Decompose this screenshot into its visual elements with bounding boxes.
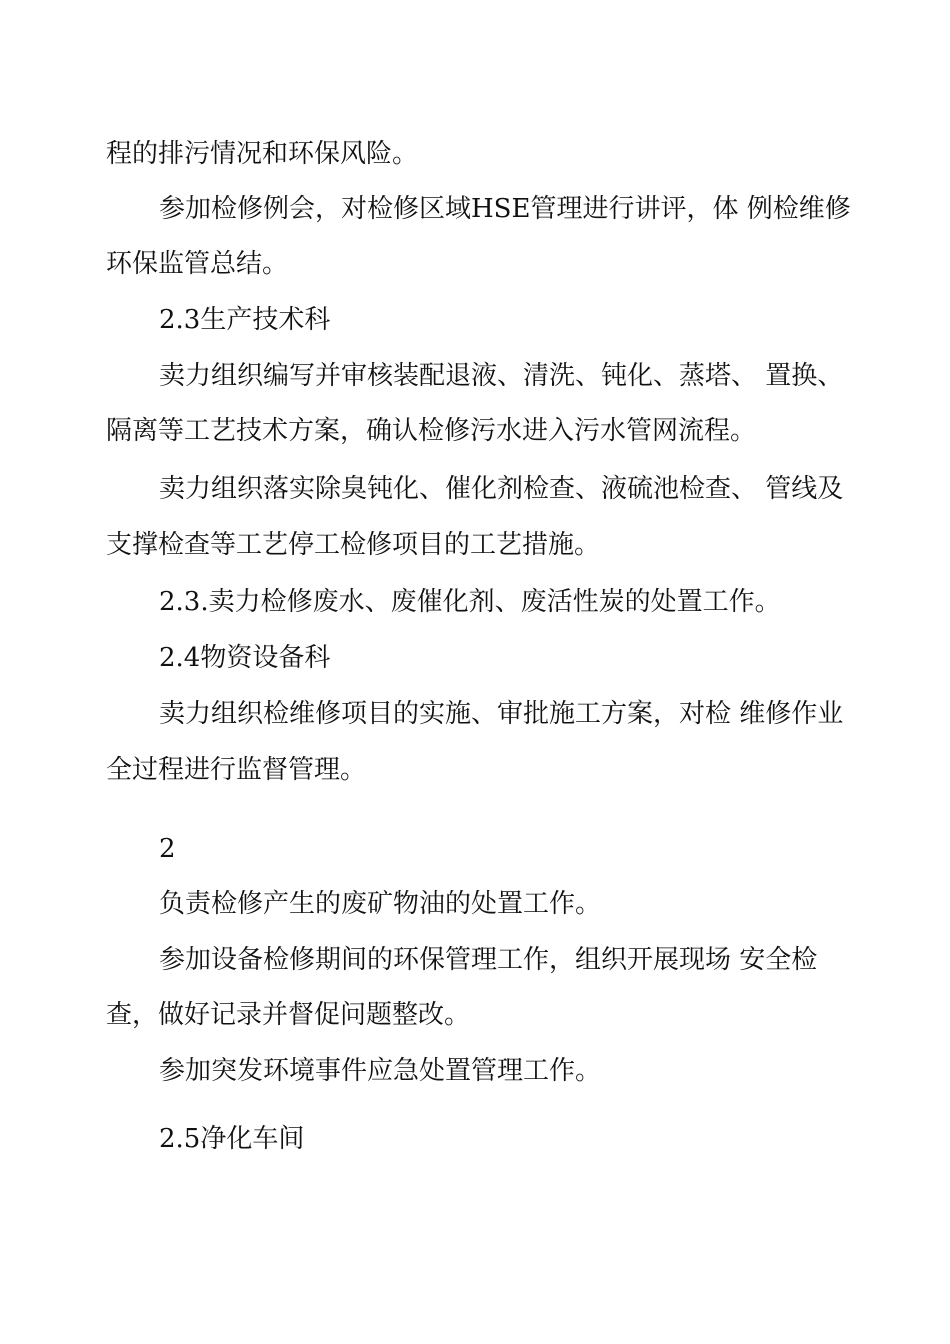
paragraph-line: 参加设备检修期间的环保管理工作，组织开展现场 安全检 bbox=[159, 945, 818, 975]
paragraph-line: 2.3.卖力检修废水、废催化剂、废活性炭的处置工作。 bbox=[159, 587, 781, 617]
paragraph-line: 隔离等工艺技术方案，确认检修污水进入污水管网流程。 bbox=[106, 416, 757, 446]
section-heading: 2.5净化车间 bbox=[159, 1124, 305, 1154]
paragraph-line: 全过程进行监督管理。 bbox=[106, 755, 367, 785]
paragraph-line: 卖力组织检维修项目的实施、审批施工方案，对检 维修作业 bbox=[159, 699, 844, 729]
paragraph-line: 程的排污情况和环保风险。 bbox=[106, 139, 419, 169]
paragraph-line: 参加检修例会，对检修区域HSE管理进行讲评，体 例检维修 bbox=[159, 194, 851, 224]
paragraph-line: 参加突发环境事件应急处置管理工作。 bbox=[159, 1056, 602, 1086]
paragraph-line: 支撑检查等工艺停工检修项目的工艺措施。 bbox=[106, 530, 601, 560]
paragraph-line: 卖力组织落实除臭钝化、催化剂检查、液硫池检查、 管线及 bbox=[159, 474, 844, 504]
paragraph-line: 卖力组织编写并审核装配退液、清洗、钝化、蒸塔、 置换、 bbox=[159, 361, 844, 391]
section-heading: 2.4物资设备科 bbox=[159, 643, 331, 673]
paragraph-line: 查，做好记录并督促问题整改。 bbox=[106, 1000, 471, 1030]
paragraph-line: 负责检修产生的废矿物油的处置工作。 bbox=[159, 889, 602, 919]
section-heading: 2.3生产技术科 bbox=[159, 305, 331, 335]
page-number: 2 bbox=[159, 834, 176, 864]
paragraph-line: 环保监管总结。 bbox=[106, 249, 289, 279]
